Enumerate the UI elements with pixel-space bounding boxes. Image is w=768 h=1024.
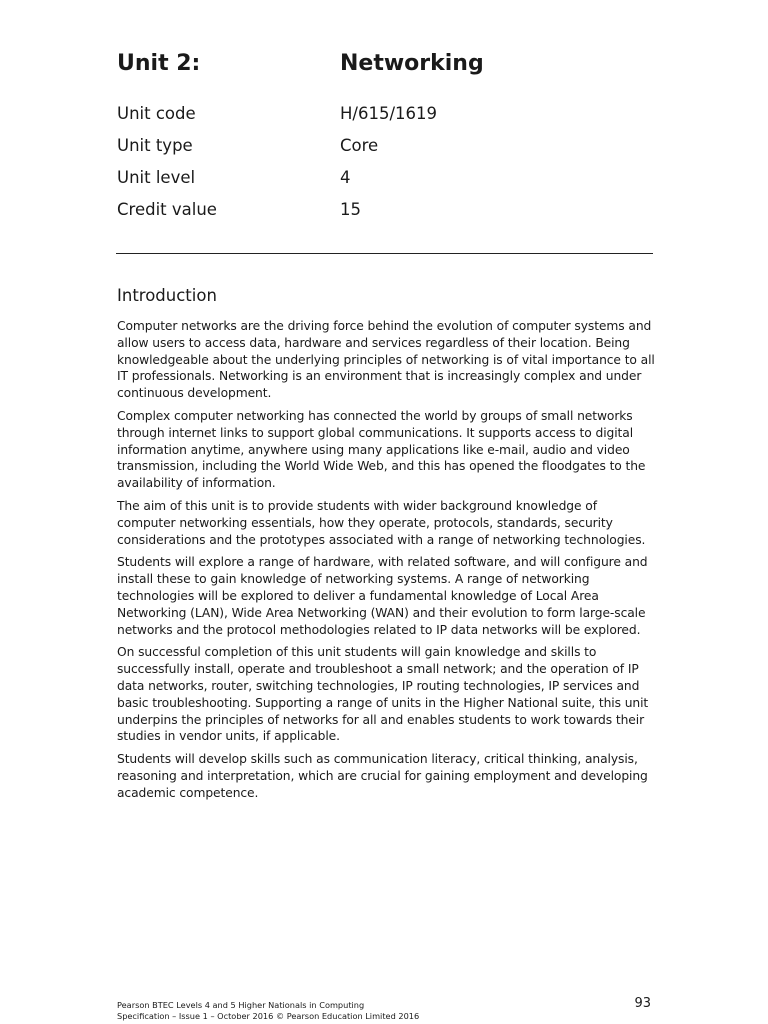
section-divider xyxy=(116,253,653,254)
paragraph: Computer networks are the driving force behind the evolution of computer systems and allow users to access data, hardware and services regardless of their location. Being knowledgeable about the underlying principles of networking is of vital importance to all IT professionals. Networking is an environment that is increasingly complex and under continuous development. xyxy=(117,319,655,401)
meta-label: Unit level xyxy=(117,168,196,187)
paragraph: Students will explore a range of hardware, with related software, and will configure and install these to gain knowledge of networking systems. A range of networking technologies will be explored to deliver a fundamental knowledge of Local Area Networking (LAN), Wide Area Networking (WAN) and their evolution to form large-scale networks and the protocol methodologies related to IP data networks will be explored. xyxy=(117,555,648,637)
paragraph: Students will develop skills such as communication literacy, critical thinking, analysis, reasoning and interpretation, which are crucial for gaining employment and developing academic competence. xyxy=(117,752,648,800)
paragraph: The aim of this unit is to provide students with wider background knowledge of computer networking essentials, how they operate, protocols, standards, security considerations and the prototypes associated with a range of networking technologies. xyxy=(117,498,646,547)
paragraph: Complex computer networking has connected the world by groups of small networks through internet links to support global communications. It supports access to digital information anytime, anywhere using many applications like e-mail, audio and video transmission, including the World Wide Web, and this has opened the floodgates to the availability of information. xyxy=(117,408,646,491)
meta-value: 4 xyxy=(340,168,351,187)
meta-label: Unit code xyxy=(117,104,196,123)
meta-label: Credit value xyxy=(117,200,217,219)
introduction-body xyxy=(117,318,657,808)
meta-row-unit-code xyxy=(117,102,657,134)
footer-line-2: Specification – Issue 1 – October 2016 © Pearson Education Limited 2016 xyxy=(117,1011,420,1021)
meta-value: Core xyxy=(340,136,379,155)
meta-row-unit-level xyxy=(117,166,657,198)
footer-line-1: Pearson BTEC Levels 4 and 5 Higher Nationals in Computing xyxy=(117,1000,365,1010)
unit-number: Unit 2: xyxy=(117,51,201,76)
meta-label: Unit type xyxy=(117,136,193,155)
meta-value: H/615/1619 xyxy=(340,104,438,123)
meta-row-unit-type xyxy=(117,134,657,166)
unit-name: Networking xyxy=(340,51,484,76)
page-footer xyxy=(117,1000,657,1022)
unit-meta-table xyxy=(117,102,657,230)
meta-row-credit-value xyxy=(117,198,657,230)
meta-value: 15 xyxy=(340,200,361,219)
introduction-heading: Introduction xyxy=(117,286,217,305)
paragraph: On successful completion of this unit students will gain knowledge and skills to successfully install, operate and troubleshoot a small network; and the operation of IP data networks, router, switching technologies, IP routing technologies, IP services and basic troubleshooting. Supporting a range of units in the Higher National suite, this unit underpins the principles of networks for all and enables students to work towards their studies in vendor units, if applicable. xyxy=(117,645,649,744)
page-number: 93 xyxy=(634,996,651,1011)
